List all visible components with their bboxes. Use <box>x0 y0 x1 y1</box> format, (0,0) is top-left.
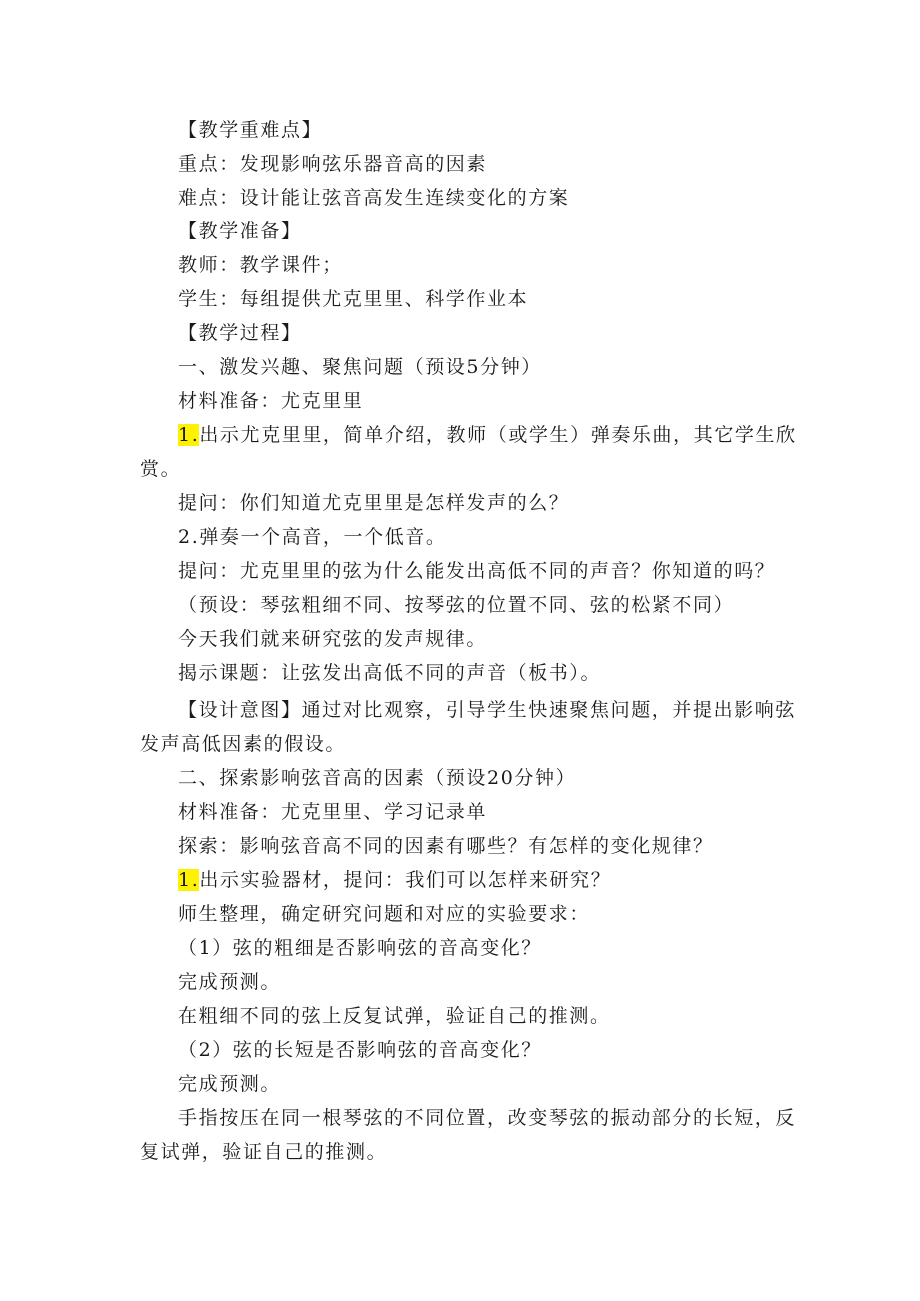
press-string-text: 手指按压在同一根琴弦的不同位置，改变琴弦的振动部分的长短，反 <box>178 1107 797 1129</box>
section-two-materials: 材料准备：尤克里里、学习记录单 <box>178 801 488 823</box>
key-point-text: 重点：发现影响弦乐器音高的因素 <box>178 153 488 175</box>
explore-question: 探索：影响弦音高不同的因素有哪些？有怎样的变化规律？ <box>178 835 714 857</box>
reveal-topic-text: 揭示课题：让弦发出高低不同的声音（板书）。 <box>178 662 602 684</box>
press-string-continuation: 复试弹，验证自己的推测。 <box>140 1141 388 1163</box>
step-one-paragraph <box>178 422 797 448</box>
question-length: （2）弦的长短是否影响弦的音高变化？ <box>178 1039 542 1061</box>
experiment-step-paragraph <box>178 867 611 893</box>
step-one-text: 出示尤克里里，简单介绍，教师（或学生）弹奏乐曲，其它学生欣 <box>199 424 797 446</box>
complete-prediction-1: 完成预测。 <box>178 971 282 993</box>
experiment-step-text: 出示实验器材，提问：我们可以怎样来研究？ <box>199 869 612 891</box>
step-two-text: 2.弹奏一个高音，一个低音。 <box>178 526 447 548</box>
presumption-text: （预设：琴弦粗细不同、按琴弦的位置不同、弦的松紧不同） <box>178 594 735 616</box>
heading-process: 【教学过程】 <box>178 322 302 344</box>
question-thickness: （1）弦的粗细是否影响弦的音高变化？ <box>178 937 542 959</box>
highlight-mark: 1. <box>178 869 200 891</box>
question-pitch: 提问：尤克里里的弦为什么能发出高低不同的声音？你知道的吗？ <box>178 560 776 582</box>
organize-text: 师生整理，确定研究问题和对应的实验要求： <box>178 903 591 925</box>
verify-thickness: 在粗细不同的弦上反复试弹，验证自己的推测。 <box>178 1005 611 1027</box>
section-two-title: 二、探索影响弦音高的因素（预设20分钟） <box>178 767 577 789</box>
question-sound: 提问：你们知道尤克里里是怎样发声的么？ <box>178 492 570 514</box>
complete-prediction-2: 完成预测。 <box>178 1073 282 1095</box>
heading-preparation: 【教学准备】 <box>178 220 302 242</box>
section-one-title: 一、激发兴趣、聚焦问题（预设5分钟） <box>178 356 542 378</box>
section-one-materials: 材料准备：尤克里里 <box>178 390 364 412</box>
teacher-preparation: 教师：教学课件； <box>178 254 343 276</box>
student-preparation: 学生：每组提供尤克里里、科学作业本 <box>178 288 529 310</box>
design-intent-continuation: 发声高低因素的假设。 <box>140 733 347 755</box>
design-intent-text: 【设计意图】通过对比观察，引导学生快速聚焦问题，并提出影响弦 <box>178 699 797 721</box>
today-topic-text: 今天我们就来研究弦的发声规律。 <box>178 628 488 650</box>
heading-key-points: 【教学重难点】 <box>178 119 323 141</box>
highlight-mark: 1. <box>178 424 200 446</box>
step-one-continuation: 赏。 <box>140 458 182 480</box>
difficulty-text: 难点：设计能让弦音高发生连续变化的方案 <box>178 187 570 209</box>
